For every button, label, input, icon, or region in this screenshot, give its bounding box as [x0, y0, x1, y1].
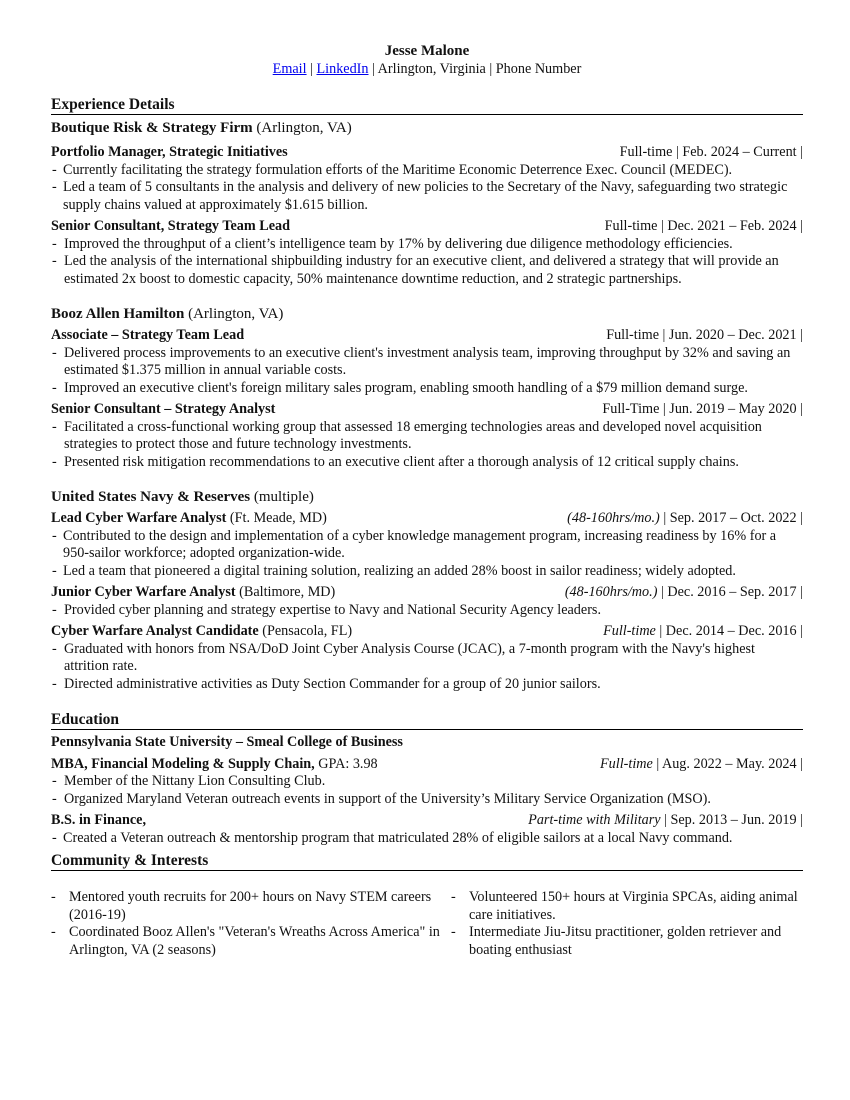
degree-row — [51, 756, 803, 774]
role-dates: Full-time | Feb. 2024 – Current | — [619, 144, 803, 160]
bullet-item: - Created a Veteran outreach & mentorship program that matriculated 28% of eligible sailors at a local Navy command. — [51, 830, 803, 848]
org-name: Booz Allen Hamilton — [51, 306, 185, 322]
bullet-item: - Provided cyber planning and strategy expertise to Navy and National Security Agency leaders. — [51, 602, 803, 620]
bullet-item: - Delivered process improvements to an executive client's investment analysis team, improving throughput by 32% and saving an estimated $1.375 million in annual variable costs. — [51, 345, 803, 380]
role-title: Lead Cyber Warfare Analyst — [51, 510, 227, 526]
separator: | — [306, 61, 317, 77]
role-date-range: | Sep. 2017 – Oct. 2022 | — [659, 510, 803, 526]
role-title: Associate – Strategy Team Lead — [51, 327, 245, 343]
degree-title: MBA, Financial Modeling & Supply Chain, — [51, 755, 315, 772]
community-item: - Volunteered 150+ hours at Virginia SPCAs, aiding animal care initiatives. — [451, 889, 803, 924]
bullet-item: - Contributed to the design and implementation of a cyber knowledge management program, increasing readiness by 16% for a 950-sailor workforce; adopted organization-wide. — [51, 528, 803, 563]
org-location: (Arlington, VA) — [188, 306, 284, 322]
bullet-item: - Led a team of 5 consultants in the analysis and delivery of new policies to the Secretary of the Navy, safeguarding two strategic supply chains valued at approximately $1.615 billion. — [51, 179, 803, 214]
role-row — [51, 623, 803, 641]
community-item: - Mentored youth recruits for 200+ hours on Navy STEM careers (2016-19) — [51, 889, 451, 924]
community-left-list — [51, 889, 451, 959]
degree-row — [51, 812, 803, 830]
bullet-list — [51, 162, 803, 215]
bullet-list — [51, 419, 803, 472]
resume-header — [51, 42, 803, 78]
degree-date-range: | Sep. 2013 – Jun. 2019 | — [660, 812, 803, 828]
role-date-range: | Dec. 2014 – Dec. 2016 | — [655, 623, 803, 639]
degree-title: B.S. in Finance, — [51, 812, 146, 828]
role-title: Senior Consultant, Strategy Team Lead — [51, 218, 290, 234]
org-name: United States Navy & Reserves — [51, 489, 251, 505]
bullet-item: - Facilitated a cross-functional working group that assessed 18 emerging technologies areas and developed novel acquisition strategies to protect those and future technology investments. — [51, 419, 803, 454]
role-location: (Baltimore, MD) — [239, 584, 336, 600]
role-title: Junior Cyber Warfare Analyst — [51, 584, 236, 600]
degree-mode: Part-time with Military — [528, 812, 661, 828]
role-title-group — [51, 584, 335, 602]
role-row — [51, 401, 803, 419]
role-row — [51, 584, 803, 602]
community-right-list — [451, 889, 803, 959]
linkedin-link[interactable]: LinkedIn — [316, 61, 369, 77]
role-title-group — [51, 623, 352, 641]
degree-title-group — [51, 756, 378, 774]
role-hours: Full-time — [603, 623, 656, 639]
degree-mode: Full-time — [600, 755, 653, 772]
bullet-list — [51, 602, 803, 620]
org-heading — [51, 304, 803, 324]
role-location: (Ft. Meade, MD) — [229, 510, 327, 526]
bullet-item: - Improved the throughput of a client’s intelligence team by 17% by delivering due diligence methodology efficiencies. — [51, 236, 803, 254]
section-heading-education: Education — [51, 710, 803, 730]
role-title: Senior Consultant – Strategy Analyst — [51, 401, 276, 417]
role-row — [51, 327, 803, 345]
bullet-list — [51, 773, 803, 808]
bullet-list — [51, 830, 803, 848]
bullet-item: - Led the analysis of the international shipbuilding industry for an executive client, and delivered a strategy that will provide an estimated 2x boost to domestic capacity, 50% maintenance downtime reduction, and 2 strategic partnerships. — [51, 253, 803, 288]
role-dates: Full-time | Dec. 2021 – Feb. 2024 | — [604, 218, 803, 234]
bullet-item: - Graduated with honors from NSA/DoD Joint Cyber Analysis Course (JCAC), a 7-month program with the Navy's highest attrition rate. — [51, 641, 803, 676]
org-location: (Arlington, VA) — [256, 120, 352, 136]
role-title: Portfolio Manager, Strategic Initiatives — [51, 144, 288, 160]
bullet-list — [51, 641, 803, 694]
role-row — [51, 510, 803, 528]
community-item: - Coordinated Booz Allen's "Veteran's Wreaths Across America" in Arlington, VA (2 seasons) — [51, 924, 451, 959]
bullet-item: - Currently facilitating the strategy formulation efforts of the Maritime Economic Deterrence Exec. Council (MEDEC). — [51, 162, 803, 180]
phone-text: Phone Number — [495, 61, 582, 77]
role-hours: (48-160hrs/mo.) — [567, 510, 660, 526]
degree-dates — [600, 756, 803, 774]
location-text: Arlington, Virginia — [377, 61, 486, 77]
email-link[interactable]: Email — [272, 61, 307, 77]
bullet-list — [51, 345, 803, 398]
bullet-item: - Organized Maryland Veteran outreach events in support of the University’s Military Service Organization (MSO). — [51, 791, 803, 809]
community-columns — [51, 889, 803, 959]
separator: | — [485, 61, 496, 77]
bullet-item: - Member of the Nittany Lion Consulting Club. — [51, 773, 803, 791]
role-title-group — [51, 510, 327, 528]
role-row — [51, 144, 803, 162]
bullet-item: - Improved an executive client's foreign military sales program, enabling smooth handling of a $79 million demand surge. — [51, 380, 803, 398]
role-row — [51, 218, 803, 236]
role-dates: Full-Time | Jun. 2019 – May 2020 | — [602, 401, 803, 417]
org-location: (multiple) — [253, 489, 314, 505]
role-dates — [603, 623, 803, 641]
role-dates — [567, 510, 803, 528]
bullet-item: - Directed administrative activities as Duty Section Commander for a group of 20 junior sailors. — [51, 676, 803, 694]
degree-date-range: | Aug. 2022 – May. 2024 | — [652, 755, 803, 772]
role-dates — [565, 584, 803, 602]
org-name: Boutique Risk & Strategy Firm — [51, 120, 253, 136]
section-heading-experience: Experience Details — [51, 95, 803, 115]
bullet-item: - Presented risk mitigation recommendations to an executive client after a thorough analysis of 12 critical supply chains. — [51, 454, 803, 472]
school-name: Pennsylvania State University – Smeal College of Business — [51, 734, 403, 750]
role-dates: Full-time | Jun. 2020 – Dec. 2021 | — [606, 327, 803, 343]
separator: | — [368, 61, 378, 77]
org-heading — [51, 118, 803, 138]
candidate-name: Jesse Malone — [384, 43, 470, 59]
role-title: Cyber Warfare Analyst Candidate — [51, 623, 259, 639]
contact-line — [51, 60, 803, 78]
resume-page — [51, 42, 803, 959]
role-hours: (48-160hrs/mo.) — [564, 584, 658, 600]
bullet-item: - Led a team that pioneered a digital training solution, realizing an added 28% boost in sailor readiness; widely adopted. — [51, 563, 803, 581]
bullet-list — [51, 528, 803, 581]
degree-dates — [528, 812, 803, 830]
role-date-range: | Dec. 2016 – Sep. 2017 | — [657, 584, 803, 600]
degree-gpa: GPA: 3.98 — [314, 755, 378, 772]
community-item: - Intermediate Jiu-Jitsu practitioner, golden retriever and boating enthusiast — [451, 924, 803, 959]
degree-title-group — [51, 812, 146, 830]
org-heading — [51, 487, 803, 507]
bullet-list — [51, 236, 803, 289]
section-heading-community: Community & Interests — [51, 851, 803, 871]
role-location: (Pensacola, FL) — [262, 623, 353, 639]
